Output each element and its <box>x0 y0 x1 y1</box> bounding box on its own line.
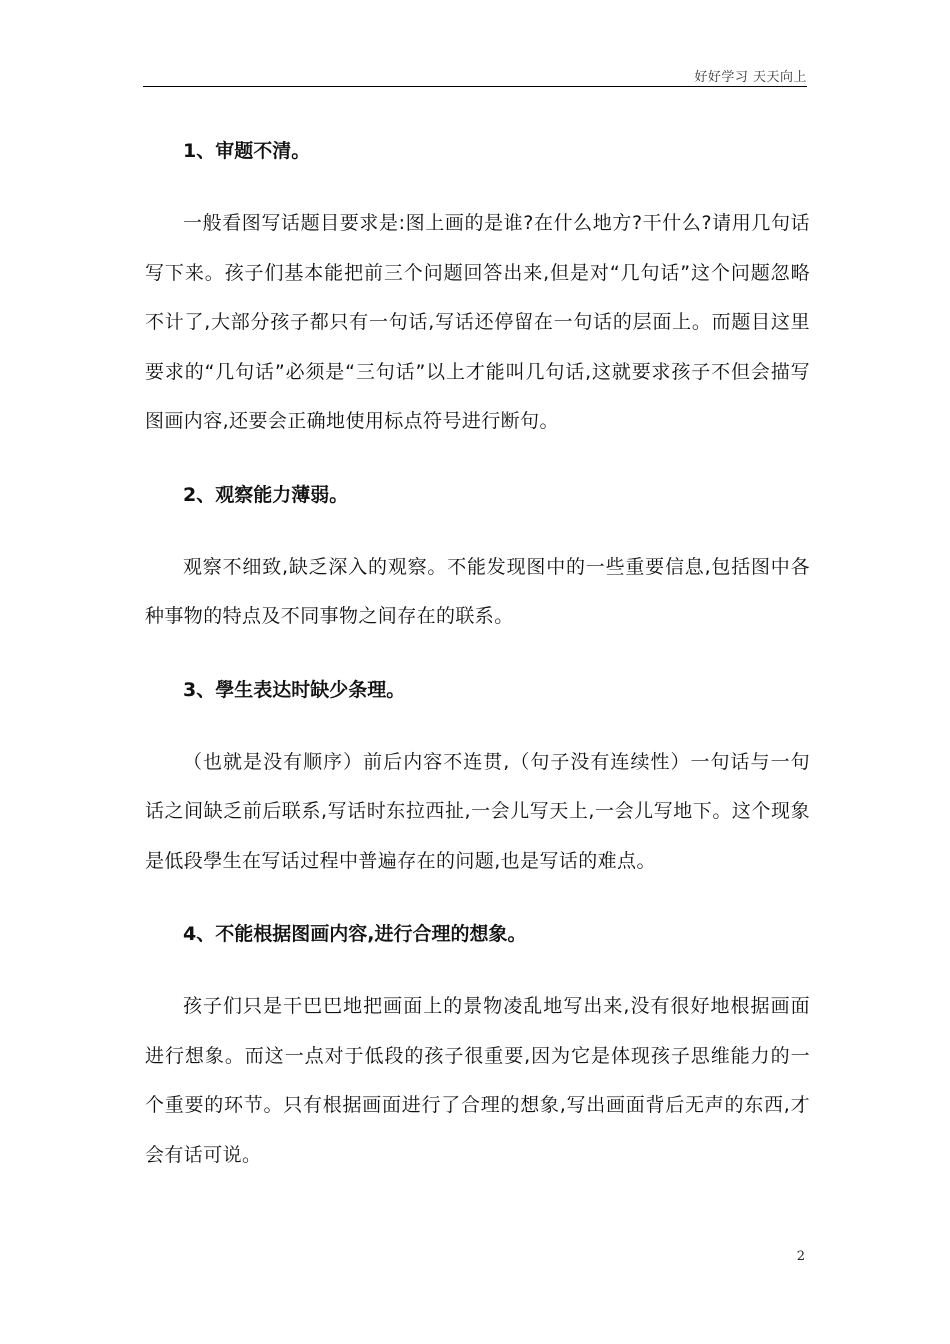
page-header-text: 好好学习 天天向上 <box>694 70 807 85</box>
page-number: 2 <box>796 1249 805 1264</box>
section-heading-2: 2、观察能力薄弱。 <box>183 483 349 506</box>
header-divider <box>143 86 807 87</box>
section-paragraph-1: 一般看图写话题目要求是:图上画的是谁?在什么地方?干什么?请用几句话写下来。孩子们基本能把前三个问题回答出来,但是对“几句话”这个问题忽略不计了,大部分孩子都只有一句话,写话还停留在一句话的层面上。而题目这里要求的“几句话”必须是“三句话”以上才能叫几句话,这就要求孩子不但会描写图画内容,还要会正确地使用标点符号进行断句。 <box>145 212 810 432</box>
section-paragraph-3: （也就是没有顺序）前后内容不连贯,（句子没有连续性）一句话与一句话之间缺乏前后联系,写话时东拉西扯,一会儿写天上,一会儿写地下。这个现象是低段學生在写话过程中普遍存在的问题,也是写话的难点。 <box>145 750 810 872</box>
section-heading-1: 1、审题不清。 <box>183 140 311 162</box>
section-paragraph-2: 观察不细致,缺乏深入的观察。不能发现图中的一些重要信息,包括图中各种事物的特点及不同事物之间存在的联系。 <box>145 555 810 627</box>
section-heading-3: 3、學生表达时缺少条理。 <box>183 678 406 701</box>
section-heading-4: 4、不能根据图画内容,进行合理的想象。 <box>183 923 527 945</box>
section-paragraph-4: 孩子们只是干巴巴地把画面上的景物凌乱地写出来,没有很好地根据画面进行想象。而这一点对于低段的孩子很重要,因为它是体现孩子思维能力的一个重要的环节。只有根据画面进行了合理的想象,写出画面背后无声的东西,才会有话可说。 <box>145 995 810 1166</box>
document-body <box>145 133 810 1180</box>
